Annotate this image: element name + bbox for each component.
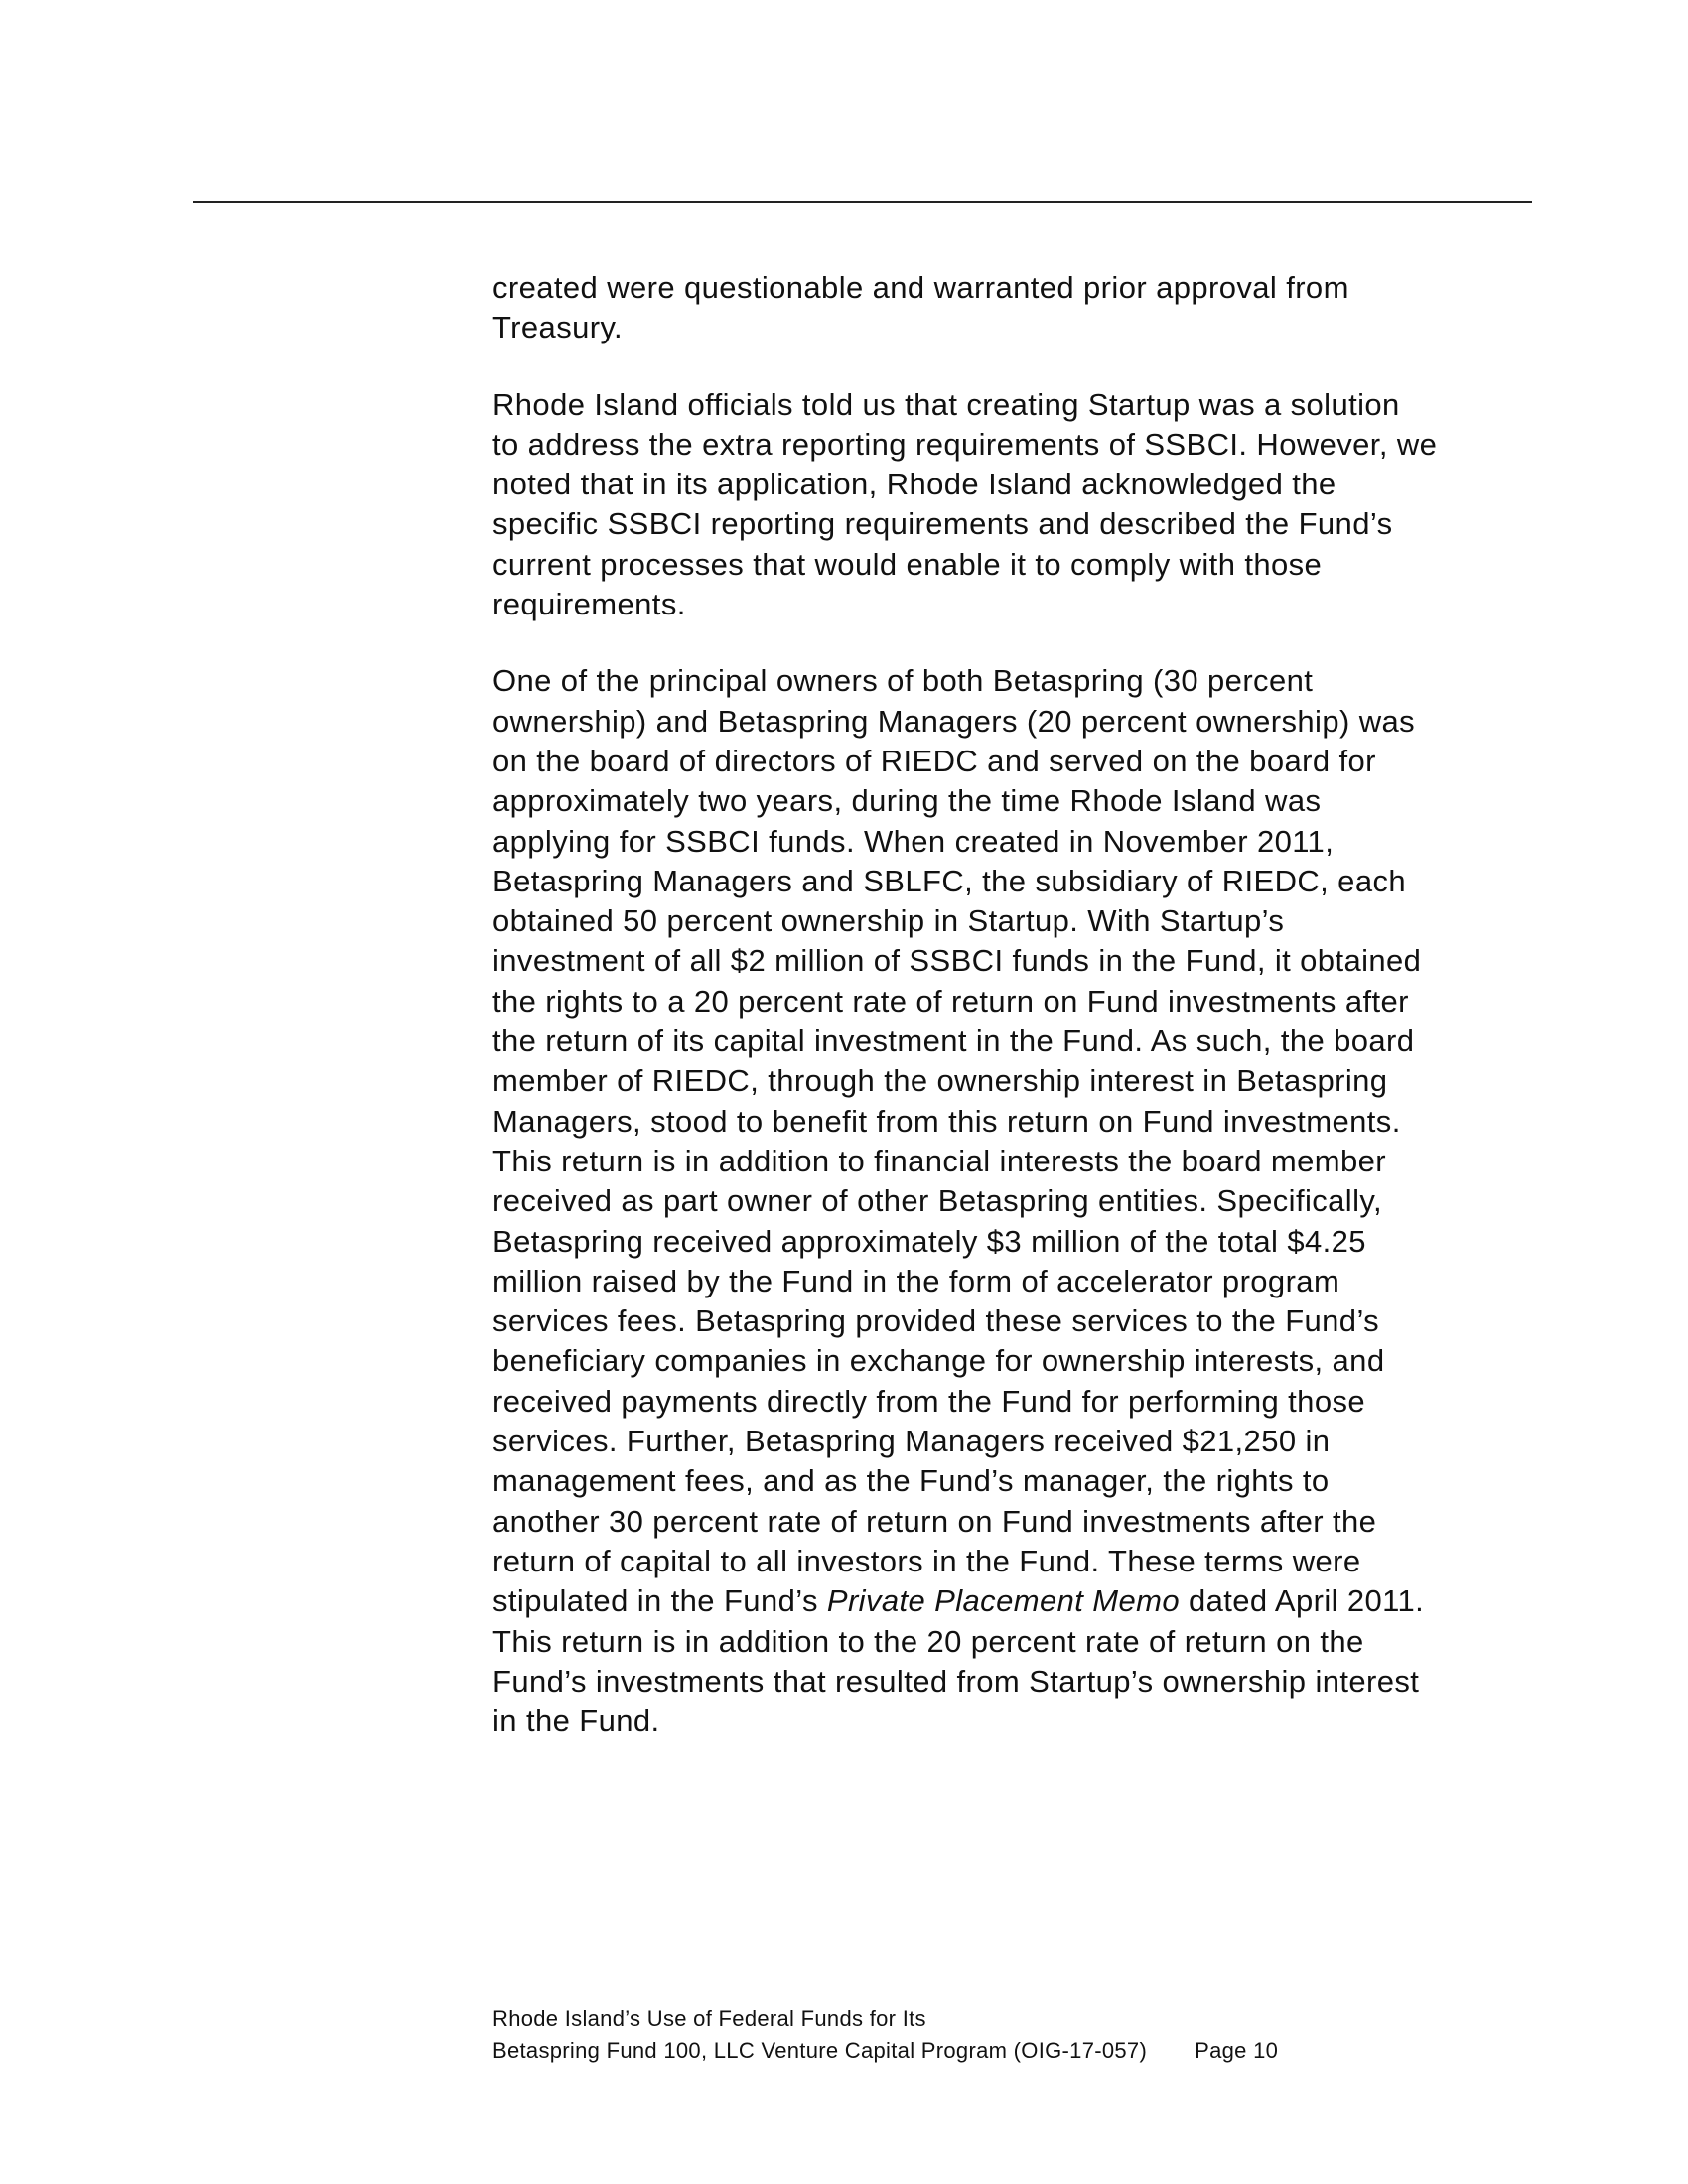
paragraph-principal-owners — [492, 661, 1545, 1741]
text-line: One of the principal owners of both Betaspring (30 percent — [492, 663, 1314, 699]
text-line: the rights to a 20 percent rate of return on Fund investments after — [492, 983, 1409, 1019]
text-line: another 30 percent rate of return on Fund investments after the — [492, 1503, 1377, 1539]
body-text — [492, 268, 1545, 1778]
text-line: Rhode Island officials told us that creating Startup was a solution — [492, 386, 1400, 422]
text-line: in the Fund. — [492, 1704, 660, 1739]
footer-report-title: Rhode Island’s Use of Federal Funds for Its — [492, 2006, 926, 2031]
text-line: return of capital to all investors in the Fund. These terms were — [492, 1543, 1361, 1578]
private-placement-memo-title: Private Placement Memo — [826, 1583, 1180, 1619]
text-line: current processes that would enable it to comply with those — [492, 546, 1323, 582]
text-line: noted that in its application, Rhode Island acknowledged the — [492, 467, 1336, 502]
footer-report-subtitle-row — [492, 2035, 1278, 2067]
text-line: Fund’s investments that resulted from Startup’s ownership interest — [492, 1663, 1420, 1699]
text-line: the return of its capital investment in the Fund. As such, the board — [492, 1024, 1415, 1059]
memo-line-after: dated April 2011. — [1179, 1583, 1425, 1619]
text-line: Betaspring received approximately $3 million of the total $4.25 — [492, 1223, 1366, 1259]
memo-line-before: stipulated in the Fund’s — [492, 1583, 827, 1619]
text-line: investment of all $2 million of SSBCI funds in the Fund, it obtained — [492, 943, 1422, 979]
text-line: services. Further, Betaspring Managers received $21,250 in — [492, 1424, 1331, 1459]
paragraph-officials — [492, 385, 1545, 625]
text-line: specific SSBCI reporting requirements and described the Fund’s — [492, 506, 1393, 542]
paragraph-continuation — [492, 268, 1545, 348]
text-line: to address the extra reporting requirements of SSBCI. However, we — [492, 426, 1438, 462]
text-line: This return is in addition to financial interests the board member — [492, 1143, 1387, 1178]
text-line: requirements. — [492, 587, 686, 622]
text-line: created were questionable and warranted prior approval from — [492, 270, 1349, 305]
text-line-memo — [492, 1581, 1545, 1621]
text-line: on the board of directors of RIEDC and served on the board for — [492, 743, 1376, 778]
text-line: Managers, stood to benefit from this return on Fund investments. — [492, 1103, 1401, 1139]
text-line: services fees. Betaspring provided these services to the Fund’s — [492, 1303, 1380, 1339]
text-line: Treasury. — [492, 310, 624, 345]
text-line: beneficiary companies in exchange for ownership interests, and — [492, 1343, 1385, 1379]
text-line: obtained 50 percent ownership in Startup. With Startup’s — [492, 903, 1285, 939]
header-rule — [193, 201, 1532, 203]
text-line: management fees, and as the Fund’s manager, the rights to — [492, 1463, 1330, 1499]
page-footer — [492, 2003, 1278, 2067]
page-number: Page 10 — [1195, 2038, 1279, 2063]
footer-report-subtitle: Betaspring Fund 100, LLC Venture Capital Program (OIG-17-057) — [492, 2038, 1148, 2063]
text-line: member of RIEDC, through the ownership interest in Betaspring — [492, 1063, 1388, 1099]
text-line: million raised by the Fund in the form of accelerator program — [492, 1263, 1340, 1298]
text-line: Betaspring Managers and SBLFC, the subsidiary of RIEDC, each — [492, 863, 1407, 898]
text-line: approximately two years, during the time Rhode Island was — [492, 783, 1322, 819]
text-line: received as part owner of other Betaspring entities. Specifically, — [492, 1183, 1382, 1219]
text-line: applying for SSBCI funds. When created in November 2011, — [492, 823, 1335, 859]
text-line: This return is in addition to the 20 percent rate of return on the — [492, 1623, 1364, 1659]
text-line: ownership) and Betaspring Managers (20 percent ownership) was — [492, 703, 1416, 739]
text-line: received payments directly from the Fund for performing those — [492, 1383, 1366, 1419]
